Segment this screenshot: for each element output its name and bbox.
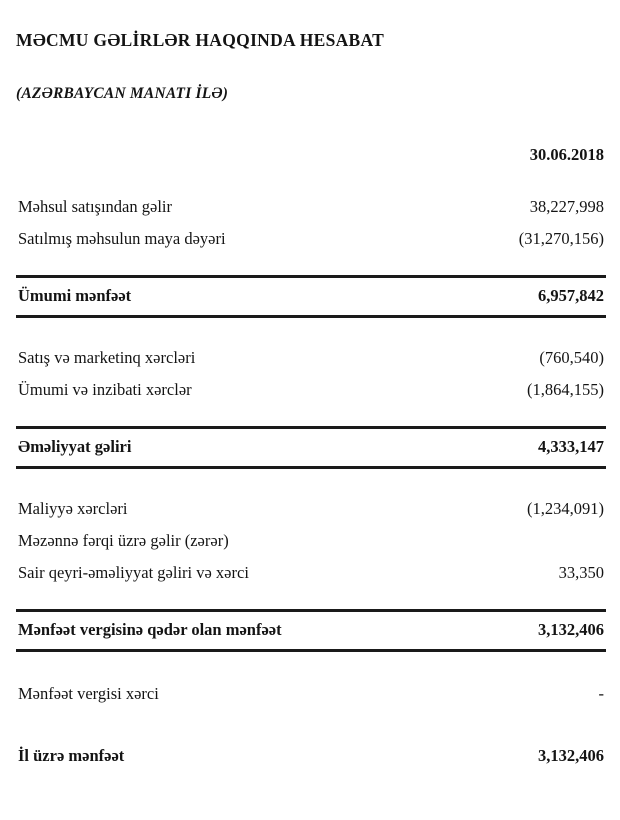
row-profit-before-tax-total [16, 609, 606, 652]
row-value: - [598, 684, 604, 703]
row-other-non-operating [16, 557, 606, 589]
row-value: (1,234,091) [527, 499, 604, 518]
row-label: Məhsul satışından gəlir [18, 197, 172, 216]
total-label: Ümumi mənfəət [18, 286, 132, 305]
row-label: Sair qeyri-əməliyyat gəliri və xərci [18, 563, 249, 582]
row-label: Ümumi və inzibati xərclər [18, 380, 192, 399]
row-selling-marketing [16, 342, 606, 374]
total-value: 3,132,406 [538, 746, 604, 765]
row-value: (31,270,156) [518, 229, 604, 248]
currency-subtitle: (AZƏRBAYCAN MANATI İLƏ) [16, 85, 229, 102]
total-value: 4,333,147 [538, 437, 604, 456]
page-title: MƏCMU GƏLİRLƏR HAQQINDA HESABAT [16, 30, 385, 50]
row-label: Satış və marketinq xərcləri [18, 348, 196, 367]
row-gross-profit-total [16, 275, 606, 318]
total-value: 3,132,406 [538, 620, 604, 639]
total-label: İl üzrə mənfəət [18, 746, 125, 765]
row-value: 38,227,998 [529, 197, 604, 216]
row-value: (760,540) [539, 348, 604, 367]
row-operating-income-total [16, 426, 606, 469]
row-value: 33,350 [558, 563, 604, 582]
row-revenue [16, 191, 606, 223]
row-value: (1,864,155) [527, 380, 604, 399]
column-header-date: 30.06.2018 [529, 145, 604, 164]
row-cogs [16, 223, 606, 255]
row-profit-for-year [16, 740, 606, 772]
row-income-tax [16, 678, 606, 710]
row-finance-costs [16, 493, 606, 525]
row-general-admin [16, 374, 606, 406]
row-label: Satılmış məhsulun maya dəyəri [18, 229, 226, 248]
total-label: Mənfəət vergisinə qədər olan mənfəət [18, 620, 282, 639]
row-label: Mənfəət vergisi xərci [18, 684, 159, 703]
row-label: Maliyyə xərcləri [18, 499, 128, 518]
row-fx-gain-loss [16, 525, 606, 557]
total-value: 6,957,842 [538, 286, 604, 305]
row-label: Məzənnə fərqi üzrə gəlir (zərər) [18, 531, 229, 550]
total-label: Əməliyyat gəliri [18, 437, 132, 456]
